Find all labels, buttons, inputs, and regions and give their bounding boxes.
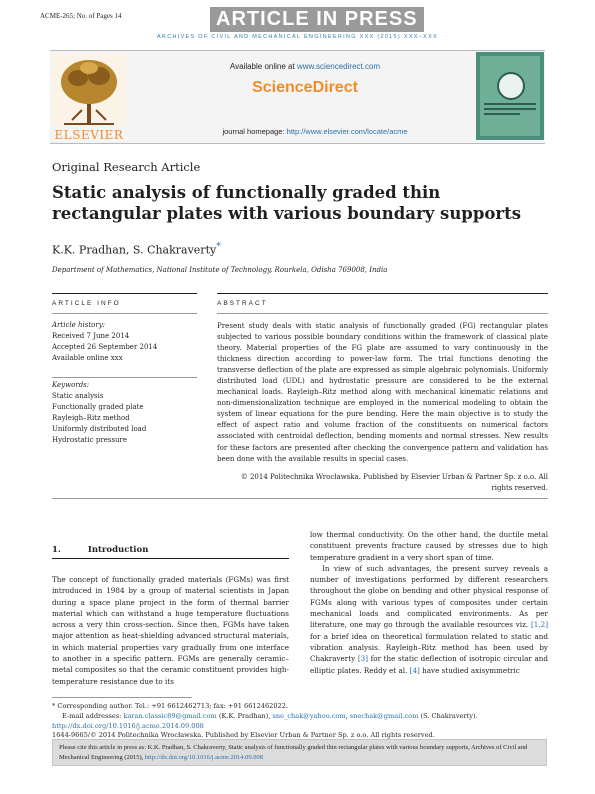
email-owner: (S. Chakraverty). (420, 712, 478, 720)
abstract-heading: ABSTRACT (217, 300, 268, 307)
elsevier-tree-logo-icon (52, 54, 126, 126)
authors (52, 241, 221, 257)
section-number: 1. (52, 545, 61, 555)
footnote-divider (52, 697, 192, 698)
email-link[interactable]: sne_chak@yahoo.com (272, 712, 346, 720)
reference-link[interactable]: [3] (357, 654, 368, 664)
citation-doi-link[interactable]: http://dx.doi.org/10.1016/j.acme.2014.09.008 (144, 753, 264, 761)
section-title: Introduction (87, 545, 149, 555)
divider (52, 558, 289, 559)
email-label: E-mail addresses: (62, 712, 122, 720)
corresponding-author-mark[interactable]: * (216, 241, 221, 252)
copyright-line-2: rights reserved. (491, 484, 548, 492)
affiliation: Department of Mathematics, National Institute of Technology, Rourkela, Odisha 769008, India (52, 266, 388, 274)
text: In view of such advantages, the present survey reveals a number of investigations performed by different researchers throughout the globe on bending and other physical response of FGMs along with various types of composites under certain mechanical loads and complicated environments. As per literature, one may go through the available resources viz. (310, 563, 548, 630)
abstract-copyright (217, 472, 548, 494)
email-link[interactable]: snechak@gmail.com (349, 712, 419, 720)
author-names: K.K. Pradhan, S. Chakraverty (52, 243, 217, 257)
article-title (52, 182, 522, 224)
available-online (170, 62, 440, 71)
divider (52, 498, 548, 499)
keyword: Static analysis (52, 392, 104, 400)
footnote-corresponding: * Corresponding author. Tel.: +91 6612462713; fax: +91 6612462022. (52, 702, 289, 710)
reference-link[interactable]: [4] (409, 665, 420, 675)
article-in-press-banner: ARTICLE IN PRESS (210, 7, 424, 32)
received-date: Received 7 June 2014 (52, 332, 130, 340)
intro-left-column (52, 574, 289, 687)
email-owner: (K.K. Pradhan), (218, 712, 271, 720)
doi-link[interactable]: http://dx.doi.org/10.1016/j.acme.2014.09.008 (52, 722, 204, 730)
available-date: Available online xxx (52, 354, 123, 362)
text: for a brief idea on theoretical formulation related to static and vibration analysis. Rayleigh–Ritz method has been used by Chakraverty (310, 631, 548, 664)
section-heading-introduction (52, 545, 148, 555)
paragraph: The concept of functionally graded materials (FGMs) was first introduced in 1984 by a group of material scientists in Japan during a space plane project in the form of thermal barrier material which can withstand a huge temperature fluctuations across a very thin cross-section. Since then, FGMs have taken major attention as heat-shielding advanced structural materials, in which material properties vary gradually from one interface to another in a specific pattern. FGMs are generally ceramic–metal composites so that the ceramic constituent provides high-temperature resistance due to its (52, 575, 289, 686)
keyword: Rayleigh–Ritz method (52, 414, 130, 422)
divider (217, 313, 548, 314)
divider (52, 313, 197, 314)
article-history (52, 320, 202, 364)
accepted-date: Accepted 26 September 2014 (52, 343, 158, 351)
journal-seal-icon (497, 72, 525, 100)
citation-text: Please cite this article in press as: K.K. Pradhan, S. Chakraverty, Static analysis of functionally graded thin rectangular plates with various boundary supports, Archives of Civil and Mechanical Engineering (2015), (59, 744, 528, 761)
title-line-2: rectangular plates with various boundary supports (52, 204, 521, 223)
journal-homepage (150, 127, 480, 136)
email-link[interactable]: karan.classic89@gmail.com (123, 712, 217, 720)
available-online-label: Available online at (229, 62, 295, 71)
reference-link[interactable]: [1,2] (530, 620, 548, 630)
keyword: Hydrostatic pressure (52, 436, 128, 444)
divider (217, 293, 548, 294)
homepage-label: journal homepage: (222, 127, 285, 136)
intro-right-column (310, 529, 548, 676)
text: have studied axisymmetric (422, 665, 520, 675)
text: for the static deflection of isotropic circular and elliptic plates. Reddy et al. (310, 654, 548, 675)
footnote-emails: E-mail addresses: karan.classic89@gmail.com (K.K. Pradhan), sne_chak@yahoo.com, snechak@gmail.com (S. Chakraverty). (62, 712, 478, 720)
keywords (52, 377, 197, 446)
article-info-heading: ARTICLE INFO (52, 300, 121, 307)
keywords-label: Keywords: (52, 381, 90, 389)
divider (52, 293, 197, 294)
sciencedirect-link[interactable]: www.sciencedirect.com (296, 62, 381, 71)
copyright-line-1: © 2014 Politechnika Wrocławska. Published by Elsevier Urban & Partner Sp. z o.o. All (240, 473, 548, 481)
manuscript-id: ACME-265; No. of Pages 14 (40, 12, 122, 20)
title-line-1: Static analysis of functionally graded thin (52, 183, 441, 202)
article-type: Original Research Article (52, 160, 201, 174)
issn-line: 1644-9665/© 2014 Politechnika Wrocławska. Published by Elsevier Urban & Partner Sp. z o.o. All rights reserved. (52, 731, 435, 739)
journal-running-title: ARCHIVES OF CIVIL AND MECHANICAL ENGINEERING XXX (2015) XXX–XXX (156, 34, 439, 40)
keyword: Functionally graded plate (52, 403, 144, 411)
abstract-text: Present study deals with static analysis of functionally graded (FG) rectangular plates subjected to various possible boundary conditions within the framework of classical plate theory. Material properties of the FG plate are assumed to vary continuously in the thickness direction according to power-law form. The trial functions denoting the transverse deflection of the plate are expressed as simple algebraic polynomials. Uniformly distributed load (UDL) and hydrostatic pressure are considered to be the external mechanical loads. Rayleigh–Ritz method along with mechanical kinematic relations and non-dimensionalization technique are employed in the numerical modeling to obtain the system of linear equations for the pure bending. Here the main objective is to study the effect of aspect ratio and volume fraction of the constituents on numerical factors associated with centroidal deflection, bending moments and normal stresses. New results for these factors are presented after checking the convergence pattern and validation has been done with the available results in special cases. (217, 321, 548, 463)
sciencedirect-logo: ScienceDirect (252, 79, 358, 96)
paragraph: low thermal conductivity. On the other hand, the ductile metal constituent prevents fracture caused by stresses due to high temperature gradient in a very short span of time. (310, 530, 548, 562)
journal-cover-lines (484, 103, 536, 125)
elsevier-wordmark: ELSEVIER (54, 128, 124, 142)
history-label: Article history: (52, 321, 106, 329)
paragraph (310, 563, 548, 676)
keyword: Uniformly distributed load (52, 425, 147, 433)
homepage-link[interactable]: http://www.elsevier.com/locate/acme (286, 127, 408, 136)
citation-box (52, 739, 547, 766)
